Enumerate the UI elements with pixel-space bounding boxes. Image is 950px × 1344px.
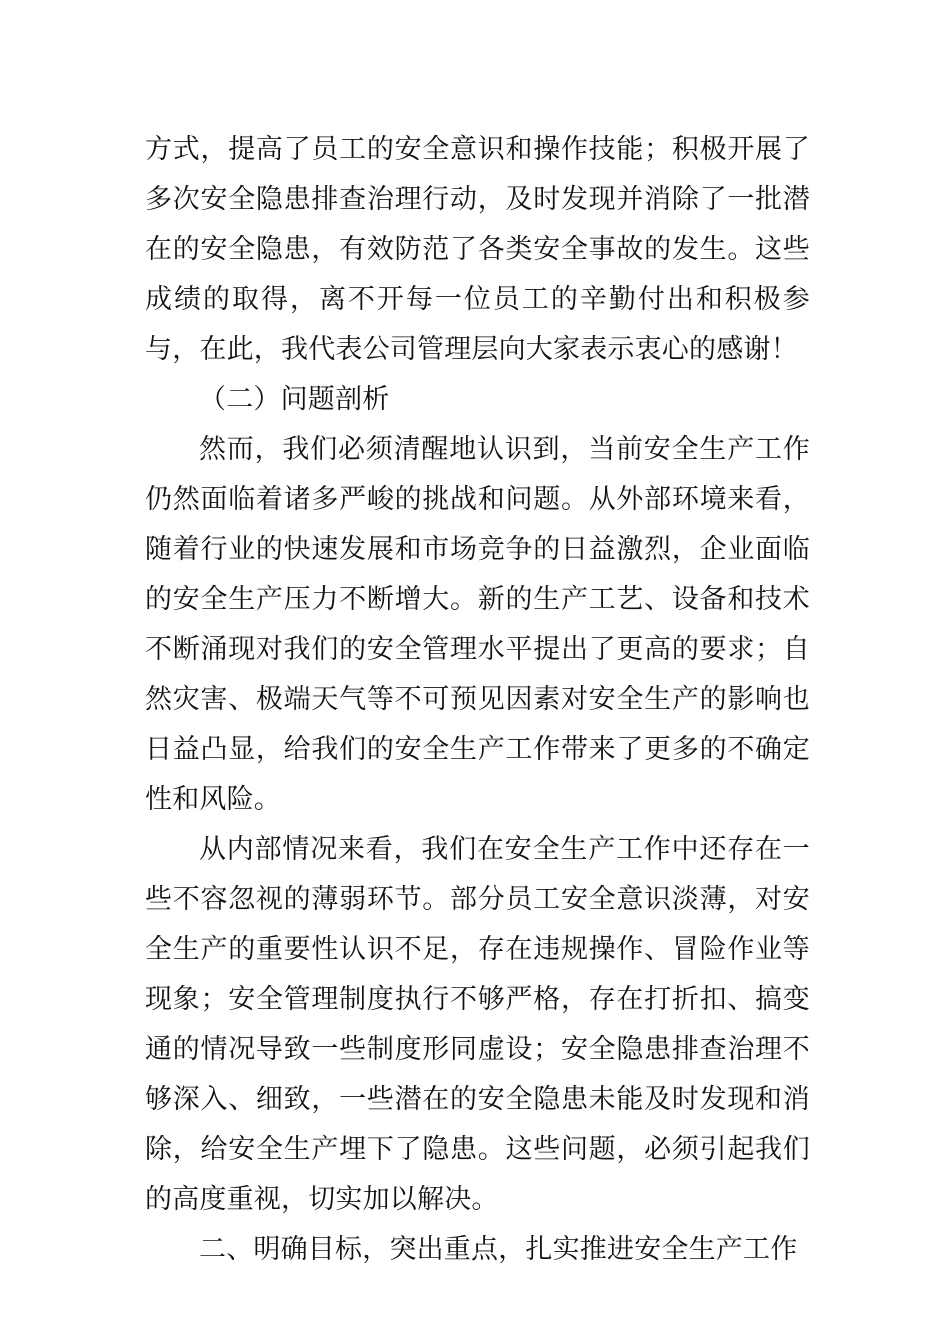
paragraph-external-challenges: 然而，我们必须清醒地认识到，当前安全生产工作仍然面临着诸多严峻的挑战和问题。从外部环境来看，随着行业的快速发展和市场竞争的日益激烈，企业面临的安全生产压力不断增大。新的生产工艺、设备和技术不断涌现对我们的安全管理水平提出了更高的要求；自然灾害、极端天气等不可预见因素对安全生产的影响也日益凸显，给我们的安全生产工作带来了更多的不确定性和风险。 [145,434,810,815]
paragraph-internal-weaknesses: 从内部情况来看，我们在安全生产工作中还存在一些不容忽视的薄弱环节。部分员工安全意识淡薄，对安全生产的重要性认识不足，存在违规操作、冒险作业等现象；安全管理制度执行不够严格，存在打折扣、搞变通的情况导致一些制度形同虚设；安全隐患排查治理不够深入、细致，一些潜在的安全隐患未能及时发现和消除，给安全生产埋下了隐患。这些问题，必须引起我们的高度重视，切实加以解决。 [145,834,810,1215]
section-heading-two: 二、明确目标，突出重点，扎实推进安全生产工作 [199,1234,798,1265]
paragraph-continuation: 方式，提高了员工的安全意识和操作技能；积极开展了多次安全隐患排查治理行动，及时发现并消除了一批潜在的安全隐患，有效防范了各类安全事故的发生。这些成绩的取得，离不开每一位员工的辛勤付出和积极参与，在此，我代表公司管理层向大家表示衷心的感谢！ [145,134,810,365]
subheading-problem-analysis: （二）问题剖析 [199,384,390,415]
document-body [145,125,810,1275]
